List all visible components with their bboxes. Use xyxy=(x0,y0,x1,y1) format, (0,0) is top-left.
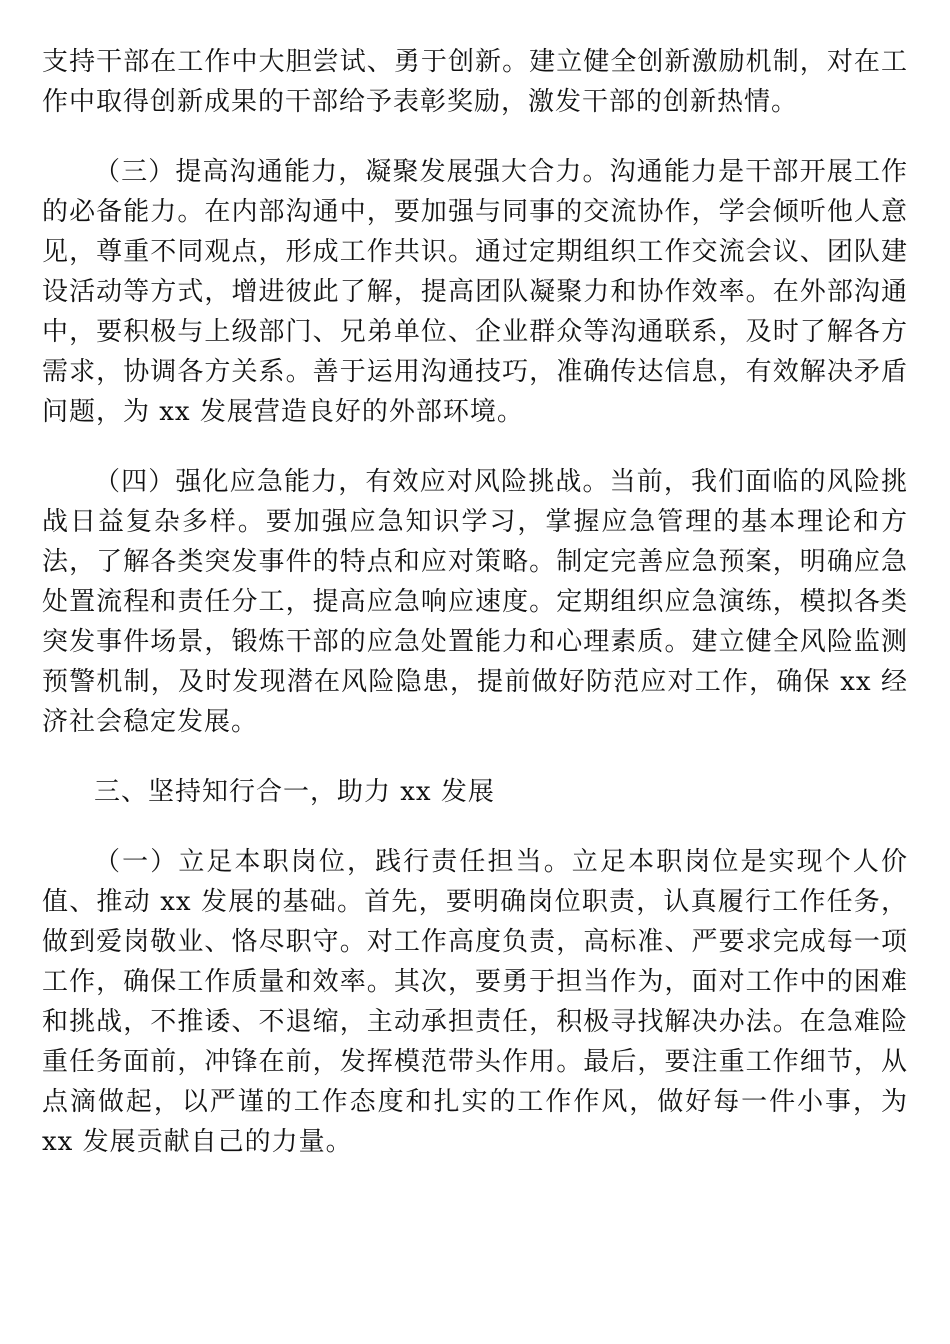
paragraph-communication: （三）提高沟通能力，凝聚发展强大合力。沟通能力是干部开展工作的必备能力。在内部沟通中，要加强与同事的交流协作，学会倾听他人意见，尊重不同观点，形成工作共识。通过定期组织工作交流会议、团队建设活动等方式，增进彼此了解，提高团队凝聚力和协作效率。在外部沟通中，要积极与上级部门、兄弟单位、企业群众等沟通联系，及时了解各方需求，协调各方关系。善于运用沟通技巧，准确传达信息，有效解决矛盾问题，为 xx 发展营造良好的外部环境。 xyxy=(42,157,908,427)
section-heading: 三、坚持知行合一，助力 xx 发展 xyxy=(94,777,495,807)
paragraph-responsibility: （一）立足本职岗位，践行责任担当。立足本职岗位是实现个人价值、推动 xx 发展的基础。首先，要明确岗位职责，认真履行工作任务，做到爱岗敬业、恪尽职守。对工作高度负责，高标准、严要求完成每一项工作，确保工作质量和效率。其次，要勇于担当作为，面对工作中的困难和挑战，不推诿、不退缩，主动承担责任，积极寻找解决办法。在急难险重任务面前，冲锋在前，发挥模范带头作用。最后，要注重工作细节，从点滴做起，以严谨的工作态度和扎实的工作作风，做好每一件小事，为 xx 发展贡献自己的力量。 xyxy=(42,847,908,1157)
paragraph-continuation: 支持干部在工作中大胆尝试、勇于创新。建立健全创新激励机制，对在工作中取得创新成果的干部给予表彰奖励，激发干部的创新热情。 xyxy=(42,47,908,117)
document-page xyxy=(42,42,908,1192)
paragraph-emergency: （四）强化应急能力，有效应对风险挑战。当前，我们面临的风险挑战日益复杂多样。要加强应急知识学习，掌握应急管理的基本理论和方法，了解各类突发事件的特点和应对策略。制定完善应急预案，明确应急处置流程和责任分工，提高应急响应速度。定期组织应急演练，模拟各类突发事件场景，锻炼干部的应急处置能力和心理素质。建立健全风险监测预警机制，及时发现潜在风险隐患，提前做好防范应对工作，确保 xx 经济社会稳定发展。 xyxy=(42,467,908,737)
